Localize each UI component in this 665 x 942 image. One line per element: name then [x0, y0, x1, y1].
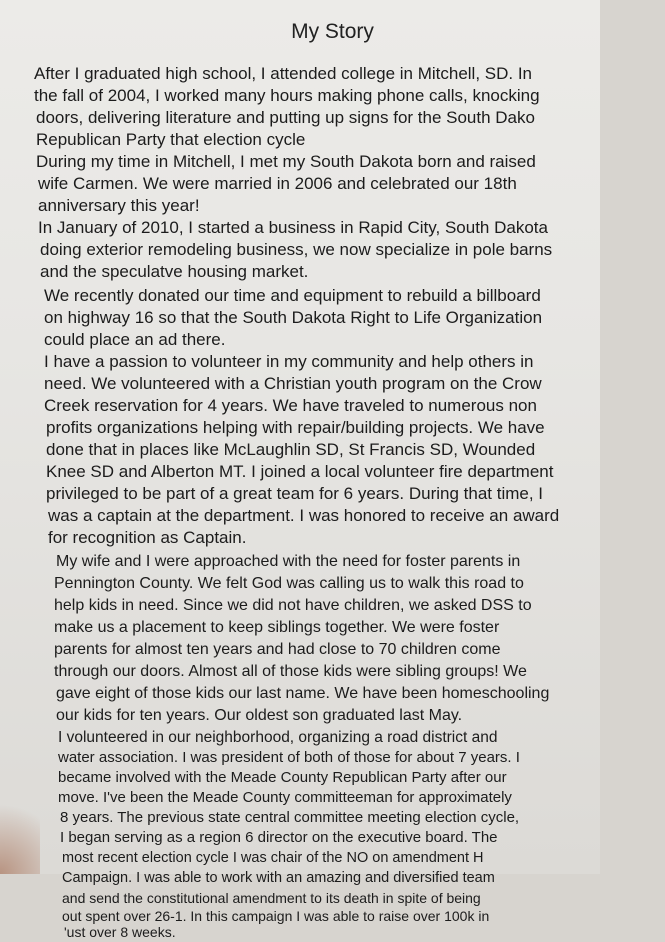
text-line: became involved with the Meade County Republican Party after our	[58, 769, 507, 786]
text-line: out spent over 26-1. In this campaign I was able to raise over 100k in	[62, 908, 490, 924]
text-line: on highway 16 so that the South Dakota Right to Life Organization	[44, 308, 543, 327]
text-line: water association. I was president of both of those for about 7 years. I	[58, 749, 520, 766]
text-line: 'ust over 8 weeks.	[64, 924, 176, 940]
text-line: our kids for ten years. Our oldest son graduated last May.	[56, 707, 463, 724]
text-line: through our doors. Almost all of those kids were sibling groups! We	[54, 663, 527, 680]
text-line: Creek reservation for 4 years. We have traveled to numerous non	[44, 396, 537, 415]
page-title: My Story	[291, 20, 374, 43]
text-line: anniversary this year!	[38, 196, 200, 215]
text-line: profits organizations helping with repair/building projects. We have	[46, 418, 545, 437]
text-line: and send the constitutional amendment to its death in spite of being	[62, 890, 481, 906]
text-line: was a captain at the department. I was honored to receive an award	[48, 506, 560, 525]
text-line: make us a placement to keep siblings together. We were foster	[54, 619, 500, 636]
text-line: I have a passion to volunteer in my community and help others in	[44, 352, 534, 371]
text-line: the fall of 2004, I worked many hours making phone calls, knocking	[34, 86, 540, 105]
text-line: and the speculatve housing market.	[40, 262, 309, 281]
text-line: I volunteered in our neighborhood, organizing a road district and	[58, 729, 498, 746]
text-line: gave eight of those kids our last name. We have been homeschooling	[56, 685, 550, 702]
text-line: move. I've been the Meade County committeeman for approximately	[58, 789, 512, 806]
text-line: done that in places like McLaughlin SD, St Francis SD, Wounded	[46, 440, 536, 459]
text-line: Campaign. I was able to work with an amazing and diversified team	[62, 870, 495, 886]
text-line: need. We volunteered with a Christian youth program on the Crow	[44, 374, 542, 393]
text-line: I began serving as a region 6 director on the executive board. The	[60, 829, 498, 846]
text-line: parents for almost ten years and had close to 70 children come	[54, 641, 501, 658]
text-line: for recognition as Captain.	[48, 528, 247, 547]
text-line: help kids in need. Since we did not have children, we asked DSS to	[54, 597, 532, 614]
finger-shadow	[0, 784, 40, 874]
text-line: 8 years. The previous state central committee meeting election cycle,	[60, 809, 520, 826]
text-line: We recently donated our time and equipment to rebuild a billboard	[44, 286, 541, 305]
text-line: most recent election cycle I was chair of the NO on amendment H	[62, 850, 484, 866]
text-line: Knee SD and Alberton MT. I joined a local volunteer fire department	[46, 462, 554, 481]
text-line: could place an ad there.	[44, 330, 226, 349]
text-line: After I graduated high school, I attended college in Mitchell, SD. In	[34, 64, 533, 83]
text-line: privileged to be part of a great team for 6 years. During that time, I	[46, 484, 544, 503]
text-line: doing exterior remodeling business, we now specialize in pole barns	[40, 240, 553, 259]
text-line: doors, delivering literature and putting up signs for the South Dako	[36, 108, 535, 127]
text-line: My wife and I were approached with the need for foster parents in	[56, 553, 521, 570]
text-line: Republican Party that election cycle	[36, 130, 306, 149]
text-line: During my time in Mitchell, I met my South Dakota born and raised	[36, 152, 536, 171]
text-line: wife Carmen. We were married in 2006 and celebrated our 18th	[38, 174, 517, 193]
text-line: In January of 2010, I started a business in Rapid City, South Dakota	[38, 218, 548, 237]
text-line: Pennington County. We felt God was calling us to walk this road to	[54, 575, 524, 592]
